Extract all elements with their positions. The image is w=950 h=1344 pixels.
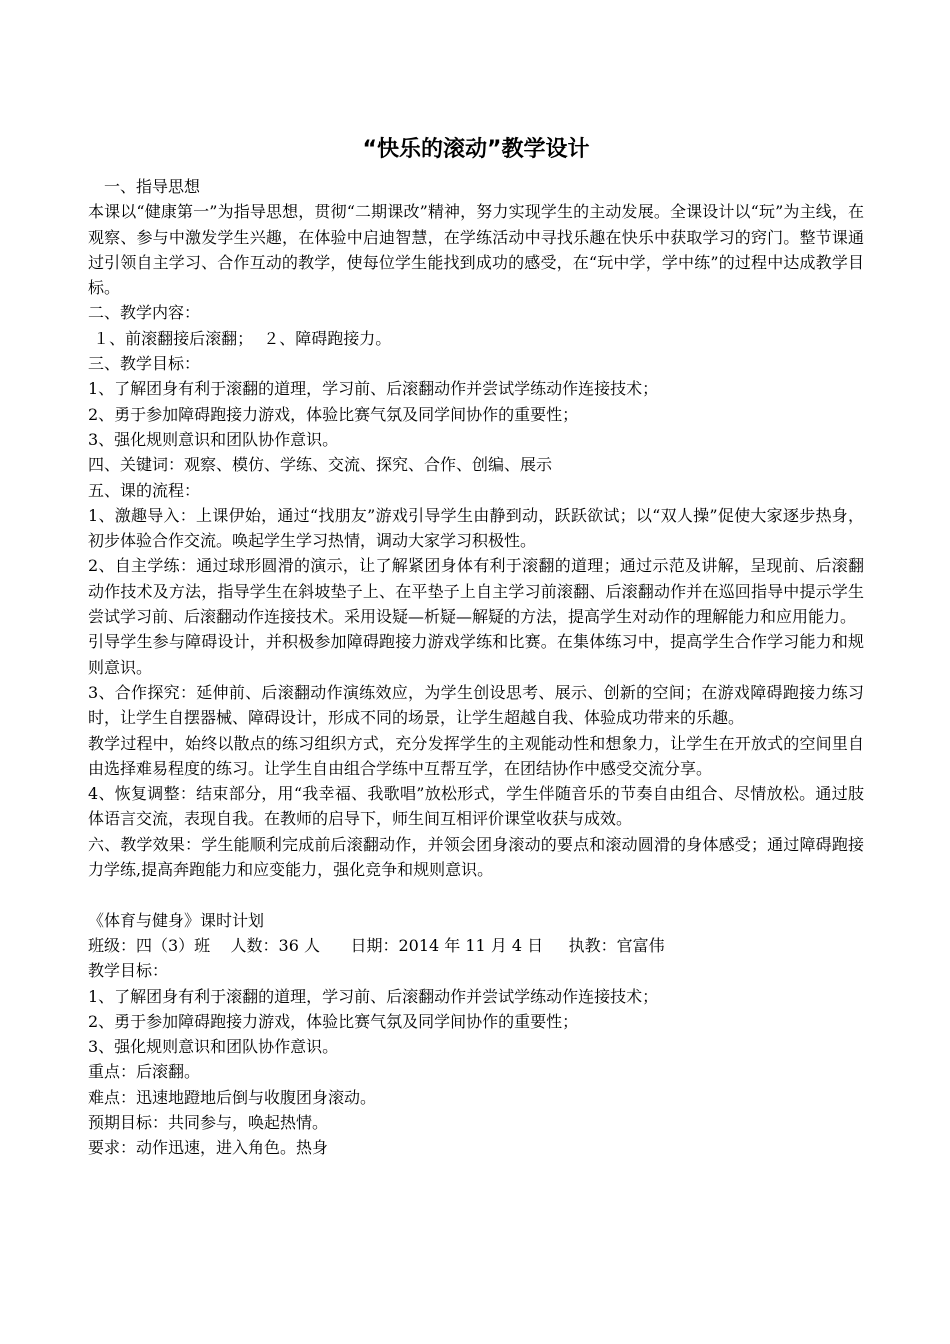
list-item-objective: 3、强化规则意识和团队协作意识。	[88, 429, 339, 449]
paragraph-flow-process: 教学过程中，始终以散点的练习组织方式，充分发挥学生的主观能动性和想象力，让学生在开放式的空间里自由选择难易程度的练习。让学生自由组合学练中互帮互学，在团结协作中感受交流分享。	[88, 733, 864, 778]
document-title: “快乐的滚动”教学设计	[362, 137, 590, 162]
section-heading-objectives: 三、教学目标：	[88, 354, 201, 374]
lesson-plan-goals-heading: 教学目标：	[88, 961, 169, 981]
section-heading-guiding-idea: 一、指导思想	[88, 177, 201, 196]
lesson-plan-difficulty: 难点：迅速地蹬地后倒与收腹团身滚动。	[88, 1087, 377, 1107]
paragraph-teaching-effect: 六、教学效果：学生能顺利完成前后滚翻动作，并领会团身滚动的要点和滚动圆滑的身体感受；通过障碍跑接力学练,提高奔跑能力和应变能力，强化竞争和规则意识。	[88, 834, 864, 880]
lesson-plan-heading: 《体育与健身》课时计划	[88, 910, 265, 930]
paragraph-flow-cooperation: 3、合作探究：延伸前、后滚翻动作演练效应，为学生创设思考、展示、创新的空间；在游戏障碍跑接力练习时，让学生自摆器械、障碍设计，形成不同的场景，让学生超越自我、体验成功带来的乐趣。	[88, 682, 864, 728]
lesson-plan-goal: 1、了解团身有利于滚翻的道理，学习前、后滚翻动作并尝试学练动作连接技术；	[88, 986, 659, 1006]
list-item-objective: 1、了解团身有利于滚翻的道理，学习前、后滚翻动作并尝试学练动作连接技术；	[88, 379, 659, 399]
blank-line	[88, 882, 864, 907]
paragraph-flow-recovery: 4、恢复调整：结束部分，用“我幸福、我歌唱”放松形式，学生伴随音乐的节奏自由组合、尽情放松。通过肢体语言交流，表现自我。在教师的启导下，师生间互相评价课堂收获与成效。	[88, 784, 864, 829]
section-keywords: 四、关键词：观察、模仿、学练、交流、探究、合作、创编、展示	[88, 455, 553, 475]
section-heading-content: 二、教学内容：	[88, 303, 201, 323]
lesson-plan-goal: 2、勇于参加障碍跑接力游戏，体验比赛气氛及同学间协作的重要性；	[88, 1011, 579, 1031]
paragraph-flow-intro: 1、激趣导入：上课伊始，通过“找朋友”游戏引导学生由静到动，跃跃欲试；以“双人操”促使大家逐步热身，初步体验合作交流。唤起学生学习热情，调动大家学习积极性。	[88, 505, 864, 551]
paragraph-guiding-idea: 本课以“健康第一”为指导思想，贯彻“二期课改”精神，努力实现学生的主动发展。全课设计以“玩”为主线，在观察、参与中激发学生兴趣，在体验中启迪智慧，在学练活动中寻找乐趣在快乐中获取学习的窍门。整节课通过引领自主学习、合作互动的教学，使每位学生能找到成功的感受，在“玩中学，学中练”的过程中达成教学目标。	[88, 202, 864, 298]
lesson-plan-requirement: 要求：动作迅速，进入角色。热身	[88, 1138, 329, 1158]
paragraph-content: １、前滚翻接后滚翻； ２、障碍跑接力。	[88, 328, 392, 348]
lesson-plan-key-point: 重点：后滚翻。	[88, 1062, 201, 1082]
lesson-plan-info: 班级：四（3）班 人数：36 人 日期：2014 年 11 月 4 日 执教：官富伟	[88, 935, 665, 955]
section-heading-flow: 五、课的流程：	[88, 480, 201, 500]
paragraph-flow-self-study: 2、自主学练：通过球形圆滑的演示，让了解紧团身体有利于滚翻的道理；通过示范及讲解，呈现前、后滚翻动作技术及方法，指导学生在斜坡垫子上、在平垫子上自主学习前滚翻、后滚翻动作并在巡回指导中提示学生尝试学习前、后滚翻动作连接技术。采用设疑—析疑—解疑的方法，提高学生对动作的理解能力和应用能力。	[88, 556, 864, 627]
lesson-plan-expected: 预期目标：共同参与，唤起热情。	[88, 1112, 329, 1132]
list-item-objective: 2、勇于参加障碍跑接力游戏，体验比赛气氛及同学间协作的重要性；	[88, 404, 579, 424]
document-page	[88, 133, 864, 1161]
paragraph-flow-obstacle: 引导学生参与障碍设计，并积极参加障碍跑接力游戏学练和比赛。在集体练习中，提高学生合作学习能力和规则意识。	[88, 632, 864, 677]
lesson-plan-goal: 3、强化规则意识和团队协作意识。	[88, 1037, 339, 1057]
